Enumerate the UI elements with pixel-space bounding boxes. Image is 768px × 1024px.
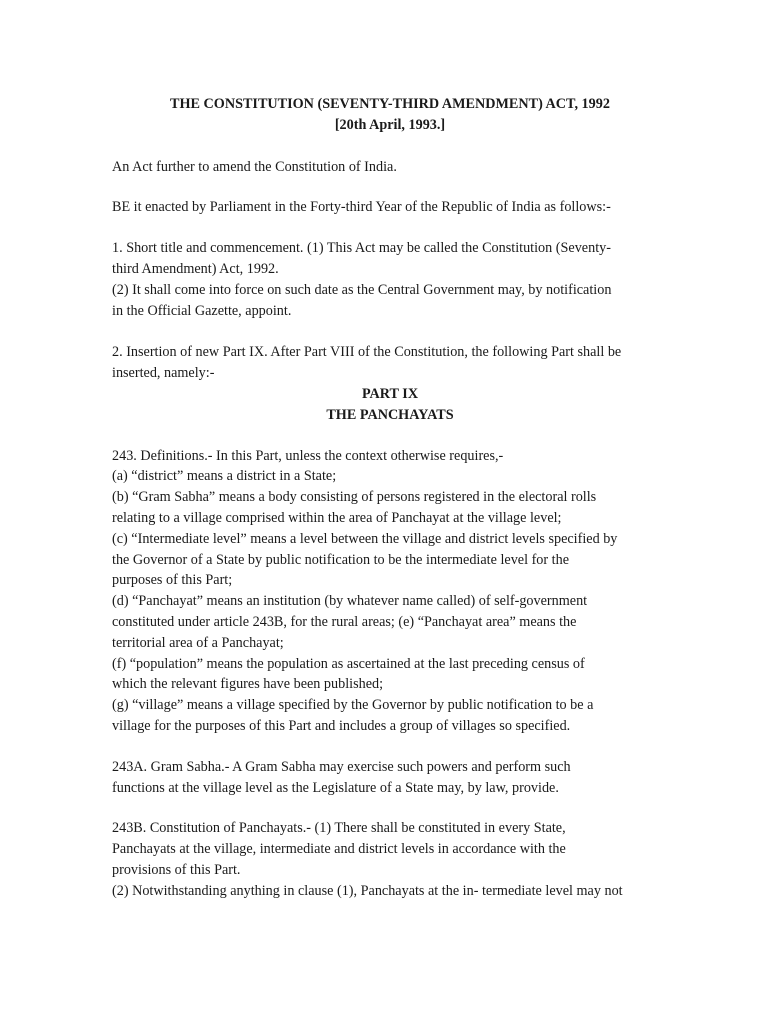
section-1 xyxy=(112,238,668,321)
section-1-line: 1. Short title and commencement. (1) This Act may be called the Constitution (Seventy- xyxy=(112,240,611,257)
section-243b-line: provisions of this Part. xyxy=(112,861,241,878)
act-date: [20th April, 1993.] xyxy=(334,116,446,133)
section-243a xyxy=(112,757,668,799)
definition-line: (a) “district” means a district in a State; xyxy=(112,468,337,485)
definition-line: (f) “population” means the population as ascertained at the last preceding census of xyxy=(112,655,585,672)
section-243b xyxy=(112,818,668,901)
definition-line: which the relevant figures have been published; xyxy=(112,676,384,693)
section-243-definitions xyxy=(112,446,668,737)
section-2-line: 2. Insertion of new Part IX. After Part VIII of the Constitution, the following Part shall be xyxy=(112,344,622,361)
part-heading xyxy=(112,384,668,426)
enactment-clause: BE it enacted by Parliament in the Forty-third Year of the Republic of India as follows:- xyxy=(112,199,611,216)
definition-line: purposes of this Part; xyxy=(112,572,233,589)
section-243a-line: 243A. Gram Sabha.- A Gram Sabha may exercise such powers and perform such xyxy=(112,758,571,775)
act-intro: An Act further to amend the Constitution of India. xyxy=(112,158,397,175)
definition-line: (d) “Panchayat” means an institution (by whatever name called) of self-government xyxy=(112,593,588,610)
definition-line: (b) “Gram Sabha” means a body consisting of persons registered in the electoral rolls xyxy=(112,489,597,506)
definition-line: constituted under article 243B, for the rural areas; (e) “Panchayat area” means the xyxy=(112,613,577,630)
definition-line: (g) “village” means a village specified by the Governor by public notification to be a xyxy=(112,697,594,714)
section-243b-line: (2) Notwithstanding anything in clause (1), Panchayats at the in- termediate level may not xyxy=(112,882,623,899)
part-name: THE PANCHAYATS xyxy=(326,406,454,423)
definition-line: village for the purposes of this Part and includes a group of villages so specified. xyxy=(112,717,571,734)
definition-line: relating to a village comprised within the area of Panchayat at the village level; xyxy=(112,509,562,526)
definition-line: 243. Definitions.- In this Part, unless the context otherwise requires,- xyxy=(112,447,504,464)
act-title: THE CONSTITUTION (SEVENTY-THIRD AMENDMENT) ACT, 1992 xyxy=(170,96,610,112)
section-2-line: inserted, namely:- xyxy=(112,365,215,382)
section-1-line: in the Official Gazette, appoint. xyxy=(112,302,292,319)
definition-line: territorial area of a Panchayat; xyxy=(112,634,284,651)
section-243b-line: Panchayats at the village, intermediate and district levels in accordance with the xyxy=(112,841,566,858)
section-243b-line: 243B. Constitution of Panchayats.- (1) There shall be constituted in every State, xyxy=(112,820,566,837)
definition-line: (c) “Intermediate level” means a level between the village and district levels specified by xyxy=(112,530,618,547)
definition-line: the Governor of a State by public notification to be the intermediate level for the xyxy=(112,551,569,568)
section-2 xyxy=(112,342,668,384)
section-1-line: third Amendment) Act, 1992. xyxy=(112,260,279,277)
part-number: PART IX xyxy=(361,385,419,402)
section-243a-line: functions at the village level as the Legislature of a State may, by law, provide. xyxy=(112,779,559,796)
section-1-line: (2) It shall come into force on such date as the Central Government may, by notification xyxy=(112,281,612,298)
document-title-block xyxy=(112,94,668,136)
